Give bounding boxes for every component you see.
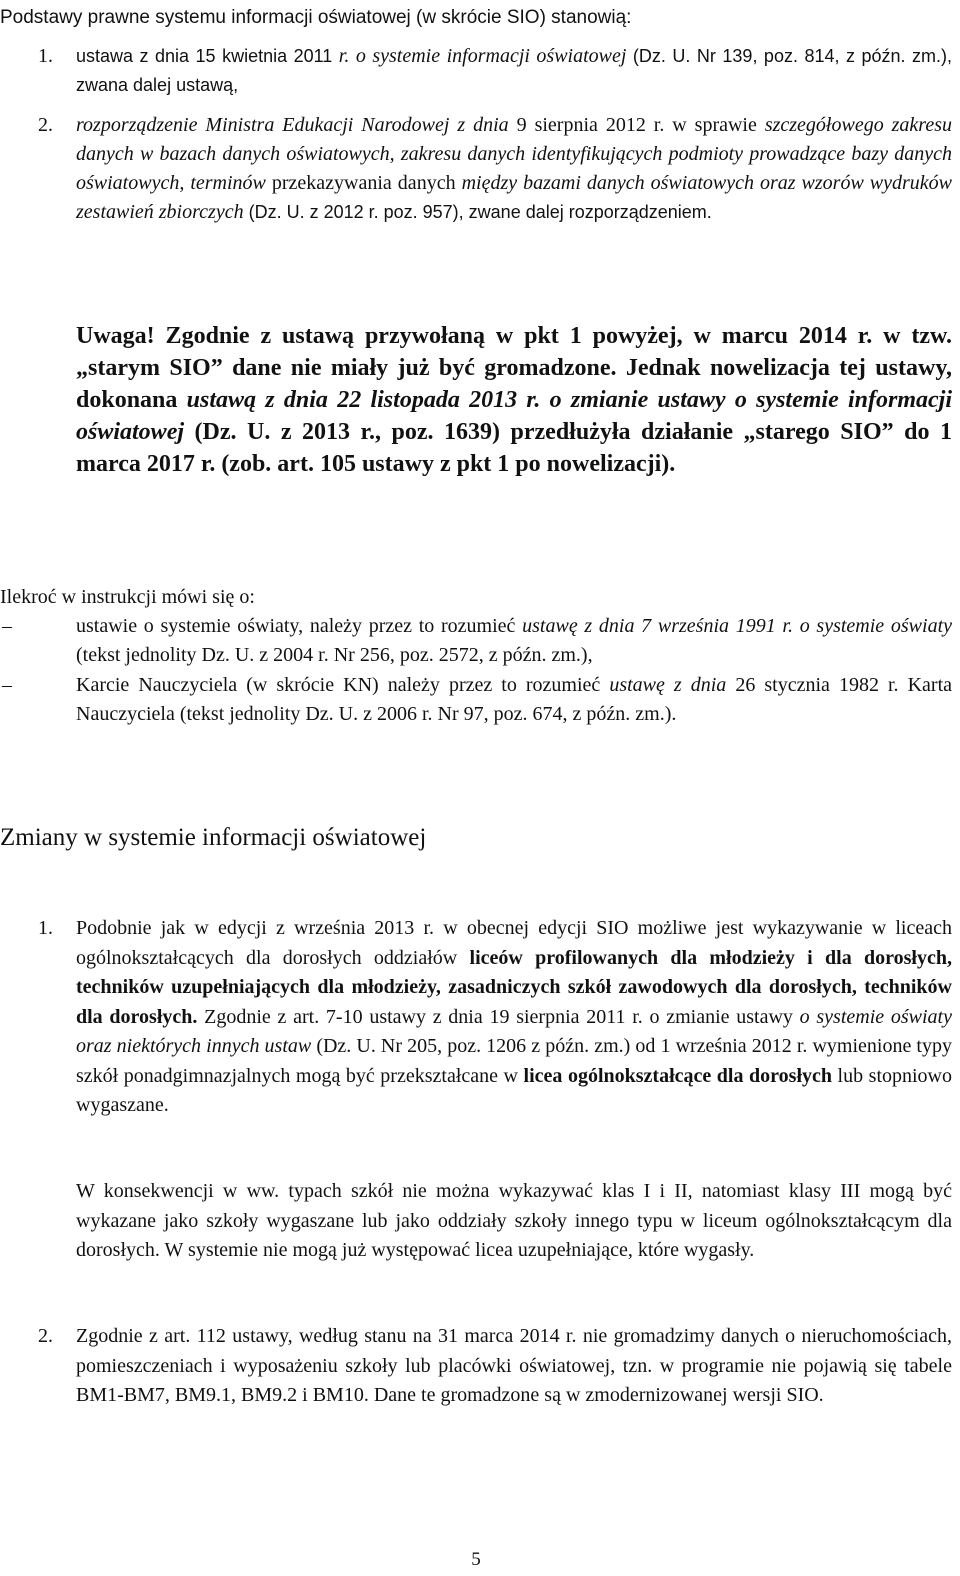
change-1-text-b: Zgodnie z art. 7-10 ustawy z dnia 19 sierpnia 2011 r. o zmianie ustawy <box>197 1005 800 1028</box>
definition-2-dash: – <box>2 674 12 696</box>
definition-1-text-b: (tekst jednolity Dz. U. z 2004 r. Nr 256, poz. 2572, z późn. zm.), <box>76 644 593 666</box>
warning-act-title: ustawą z dnia 22 listopada 2013 r. o zmianie ustawy o systemie informacji oświatowej <box>76 387 952 445</box>
legal-basis-1-title: r. o systemie informacji oświatowej <box>338 45 627 67</box>
legal-basis-2-text-b: przekazywania danych <box>271 172 456 194</box>
definition-2-text-b: 26 stycznia 1982 r. Karta Nauczyciela (tekst jednolity Dz. U. z 2006 r. Nr 97, poz. 674, z późn. zm.). <box>76 674 953 725</box>
definition-1-dash: – <box>2 615 12 637</box>
legal-basis-2-italic-b: szczegółowego zakresu danych w bazach danych oświatowych, zakresu danych identyfikujących podmioty prowadzące bazy danych oświatowych, terminów <box>76 114 952 194</box>
change-1-bold-b: licea ogólnokształcące dla dorosłych <box>523 1064 833 1087</box>
legal-basis-2-number: 2. <box>38 114 53 136</box>
change-1-italic: o systemie oświaty oraz niektórych innych ustaw <box>76 1005 952 1057</box>
warning-text-b: (Dz. U. z 2013 r., poz. 1639) przedłużyła działanie „starego SIO” do 1 marca 2017 r. (zob. art. 105 ustawy z pkt 1 po nowelizacji). <box>76 419 952 477</box>
definition-1-italic: ustawę z dnia 7 września 1991 r. o systemie oświaty <box>522 615 952 637</box>
legal-basis-2-italic-a: rozporządzenie Ministra Edukacji Narodowej z dnia <box>76 114 509 136</box>
page-number: 5 <box>471 1549 481 1570</box>
legal-basis-1 <box>76 42 952 100</box>
definition-2 <box>76 671 952 729</box>
intro-text: Podstawy prawne systemu informacji oświatowej (w skrócie SIO) stanowią: <box>0 7 632 28</box>
change-2-number: 2. <box>38 1325 53 1347</box>
definitions-intro: Ilekroć w instrukcji mówi się o: <box>0 586 255 608</box>
legal-basis-1-number: 1. <box>38 45 53 67</box>
change-1-consequence: W konsekwencji w ww. typach szkół nie można wykazywać klas I i II, natomiast klasy III mogą być wykazane jako szkoły wygaszane lub jako oddziały szkoły innego typu w liceum ogólnokształcącym dla dorosłych. W systemie nie mogą już występować licea uzupełniające, które wygasły. <box>76 1180 952 1261</box>
change-2: Zgodnie z art. 112 ustawy, według stanu na 31 marca 2014 r. nie gromadzimy danych o nieruchomościach, pomieszczeniach i wyposażeniu szkoły lub placówki oświatowej, tzn. w programie nie pojawią się tabele BM1-BM7, BM9.1, BM9.2 i BM10. Dane te gromadzone są w zmodernizowanej wersji SIO. <box>76 1325 952 1406</box>
change-1-text-c: (Dz. U. Nr 205, poz. 1206 z późn. zm.) od 1 września 2012 r. wymienione typy szkół ponadgimnazjalnych mogą być przekształcane w <box>76 1035 952 1087</box>
legal-basis-1-text-a: ustawa z dnia 15 kwietnia 2011 <box>76 46 339 66</box>
legal-basis-1-text-b: (Dz. U. Nr 139, poz. 814, z późn. zm.), zwana dalej ustawą, <box>76 46 952 95</box>
legal-basis-2-italic-c: między bazami danych oświatowych oraz wzorów wydruków zestawień zbiorczych <box>76 172 953 223</box>
warning-note <box>76 320 952 480</box>
change-1 <box>76 914 952 1121</box>
change-1-bold-a: liceów profilowanych dla młodzieży i dla dorosłych, techników uzupełniających dla młodzieży, zasadniczych szkół zawodowych dla dorosłych, techników dla dorosłych. <box>76 946 952 1028</box>
definition-1 <box>76 612 952 670</box>
legal-basis-2-text-a: 9 sierpnia 2012 r. w sprawie <box>508 114 765 136</box>
definition-2-italic: ustawę z dnia <box>609 674 727 696</box>
change-1-number: 1. <box>38 917 53 939</box>
legal-basis-2-text-c: (Dz. U. z 2012 r. poz. 957), zwane dalej rozporządzeniem. <box>243 202 712 222</box>
definition-2-text-a: Karcie Nauczyciela (w skrócie KN) należy przez to rozumieć <box>76 674 610 696</box>
legal-basis-2 <box>76 111 952 227</box>
warning-text-a: Uwaga! Zgodnie z ustawą przywołaną w pkt 1 powyżej, w marcu 2014 r. w tzw. „starym SIO” dane nie miały już być gromadzone. Jednak nowelizacja tej ustawy, dokonana <box>76 323 952 413</box>
change-1-text-a: Podobnie jak w edycji z września 2013 r. w obecnej edycji SIO możliwe jest wykazywanie w liceach ogólnokształcących dla dorosłych oddziałów <box>76 917 952 969</box>
section-heading: Zmiany w systemie informacji oświatowej <box>0 824 427 851</box>
definition-1-text-a: ustawie o systemie oświaty, należy przez to rozumieć <box>76 615 523 637</box>
change-1-text-d: lub stopniowo wygaszane. <box>76 1064 952 1116</box>
